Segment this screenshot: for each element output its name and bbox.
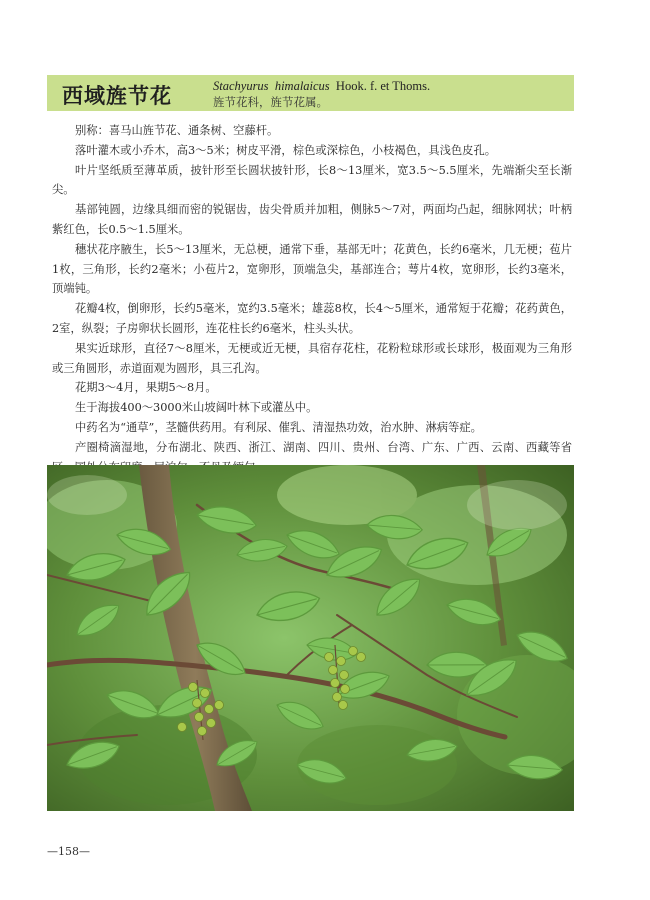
paragraph-leaf-base: 基部钝圆，边缘具细而密的锐锯齿，齿尖骨质并加粗，侧脉5～7对，两面均凸起，细脉网状；叶柄紫红色，长0.5～1.5厘米。 bbox=[52, 203, 572, 236]
paragraph-phenology: 花期3～4月，果期5～8月。 bbox=[75, 381, 217, 395]
plant-photo bbox=[47, 465, 574, 811]
paragraph-alias: 别称：喜马山旌节花、通条树、空藤杆。 bbox=[75, 124, 279, 137]
paragraph-fruit: 果实近球形，直径7～8厘米，无梗或近无梗，具宿存花柱，花粉粒球形或长球形，极面观为三角形或三角圆形，赤道面观为圆形，具三孔沟。 bbox=[52, 341, 572, 375]
species-title: 西域旌节花 bbox=[62, 84, 172, 108]
paragraph-petals: 花瓣4枚，倒卵形，长约5毫米，宽约3.5毫米；雄蕊8枚，长4～5厘米，通常短于花瓣；花药黄色，2室，纵裂；子房卵状长圆形，连花柱长约6毫米，柱头头状。 bbox=[52, 302, 572, 335]
paragraph-leaf: 叶片坚纸质至薄革质，披针形至长圆状披针形，长8～13厘米，宽3.5～5.5厘米，先端渐尖至长渐尖。 bbox=[52, 163, 572, 197]
family-genus-line: 旌节花科，旌节花属。 bbox=[213, 95, 328, 109]
sci-author: Hook. f. et Thoms. bbox=[335, 79, 431, 93]
paragraph-medicine: 中药名为“通草”，茎髓供药用。有利尿、催乳、清湿热功效，治水肿、淋病等症。 bbox=[75, 420, 482, 434]
page-number: —158— bbox=[47, 845, 90, 858]
scientific-name bbox=[213, 79, 430, 94]
sci-genus: Stachyurus bbox=[213, 79, 269, 93]
paragraph-habitat: 生于海拔400～3000米山坡阔叶林下或灌丛中。 bbox=[75, 401, 318, 415]
sci-species: himalaicus bbox=[274, 79, 330, 93]
description-text bbox=[52, 121, 572, 477]
paragraph-distribution: 产圈椅滴湿地，分布湖北、陕西、浙江、湖南、四川、贵州、台湾、广东、广西、云南、西藏等省 bbox=[75, 440, 572, 454]
paragraph-habit: 落叶灌木或小乔木，高3～5米；树皮平滑，棕色或深棕色，小枝褐色，具浅色皮孔。 bbox=[75, 143, 497, 157]
paragraph-inflorescence: 穗状花序腋生，长5～13厘米，无总梗，通常下垂，基部无叶；花黄色，长约6毫米，几无梗；苞片1枚，三角形，长约2毫米；小苞片2，宽卵形，顶端急尖，基部连合；萼片4枚，宽卵形，长约3毫米，顶端钝。 bbox=[52, 242, 572, 296]
